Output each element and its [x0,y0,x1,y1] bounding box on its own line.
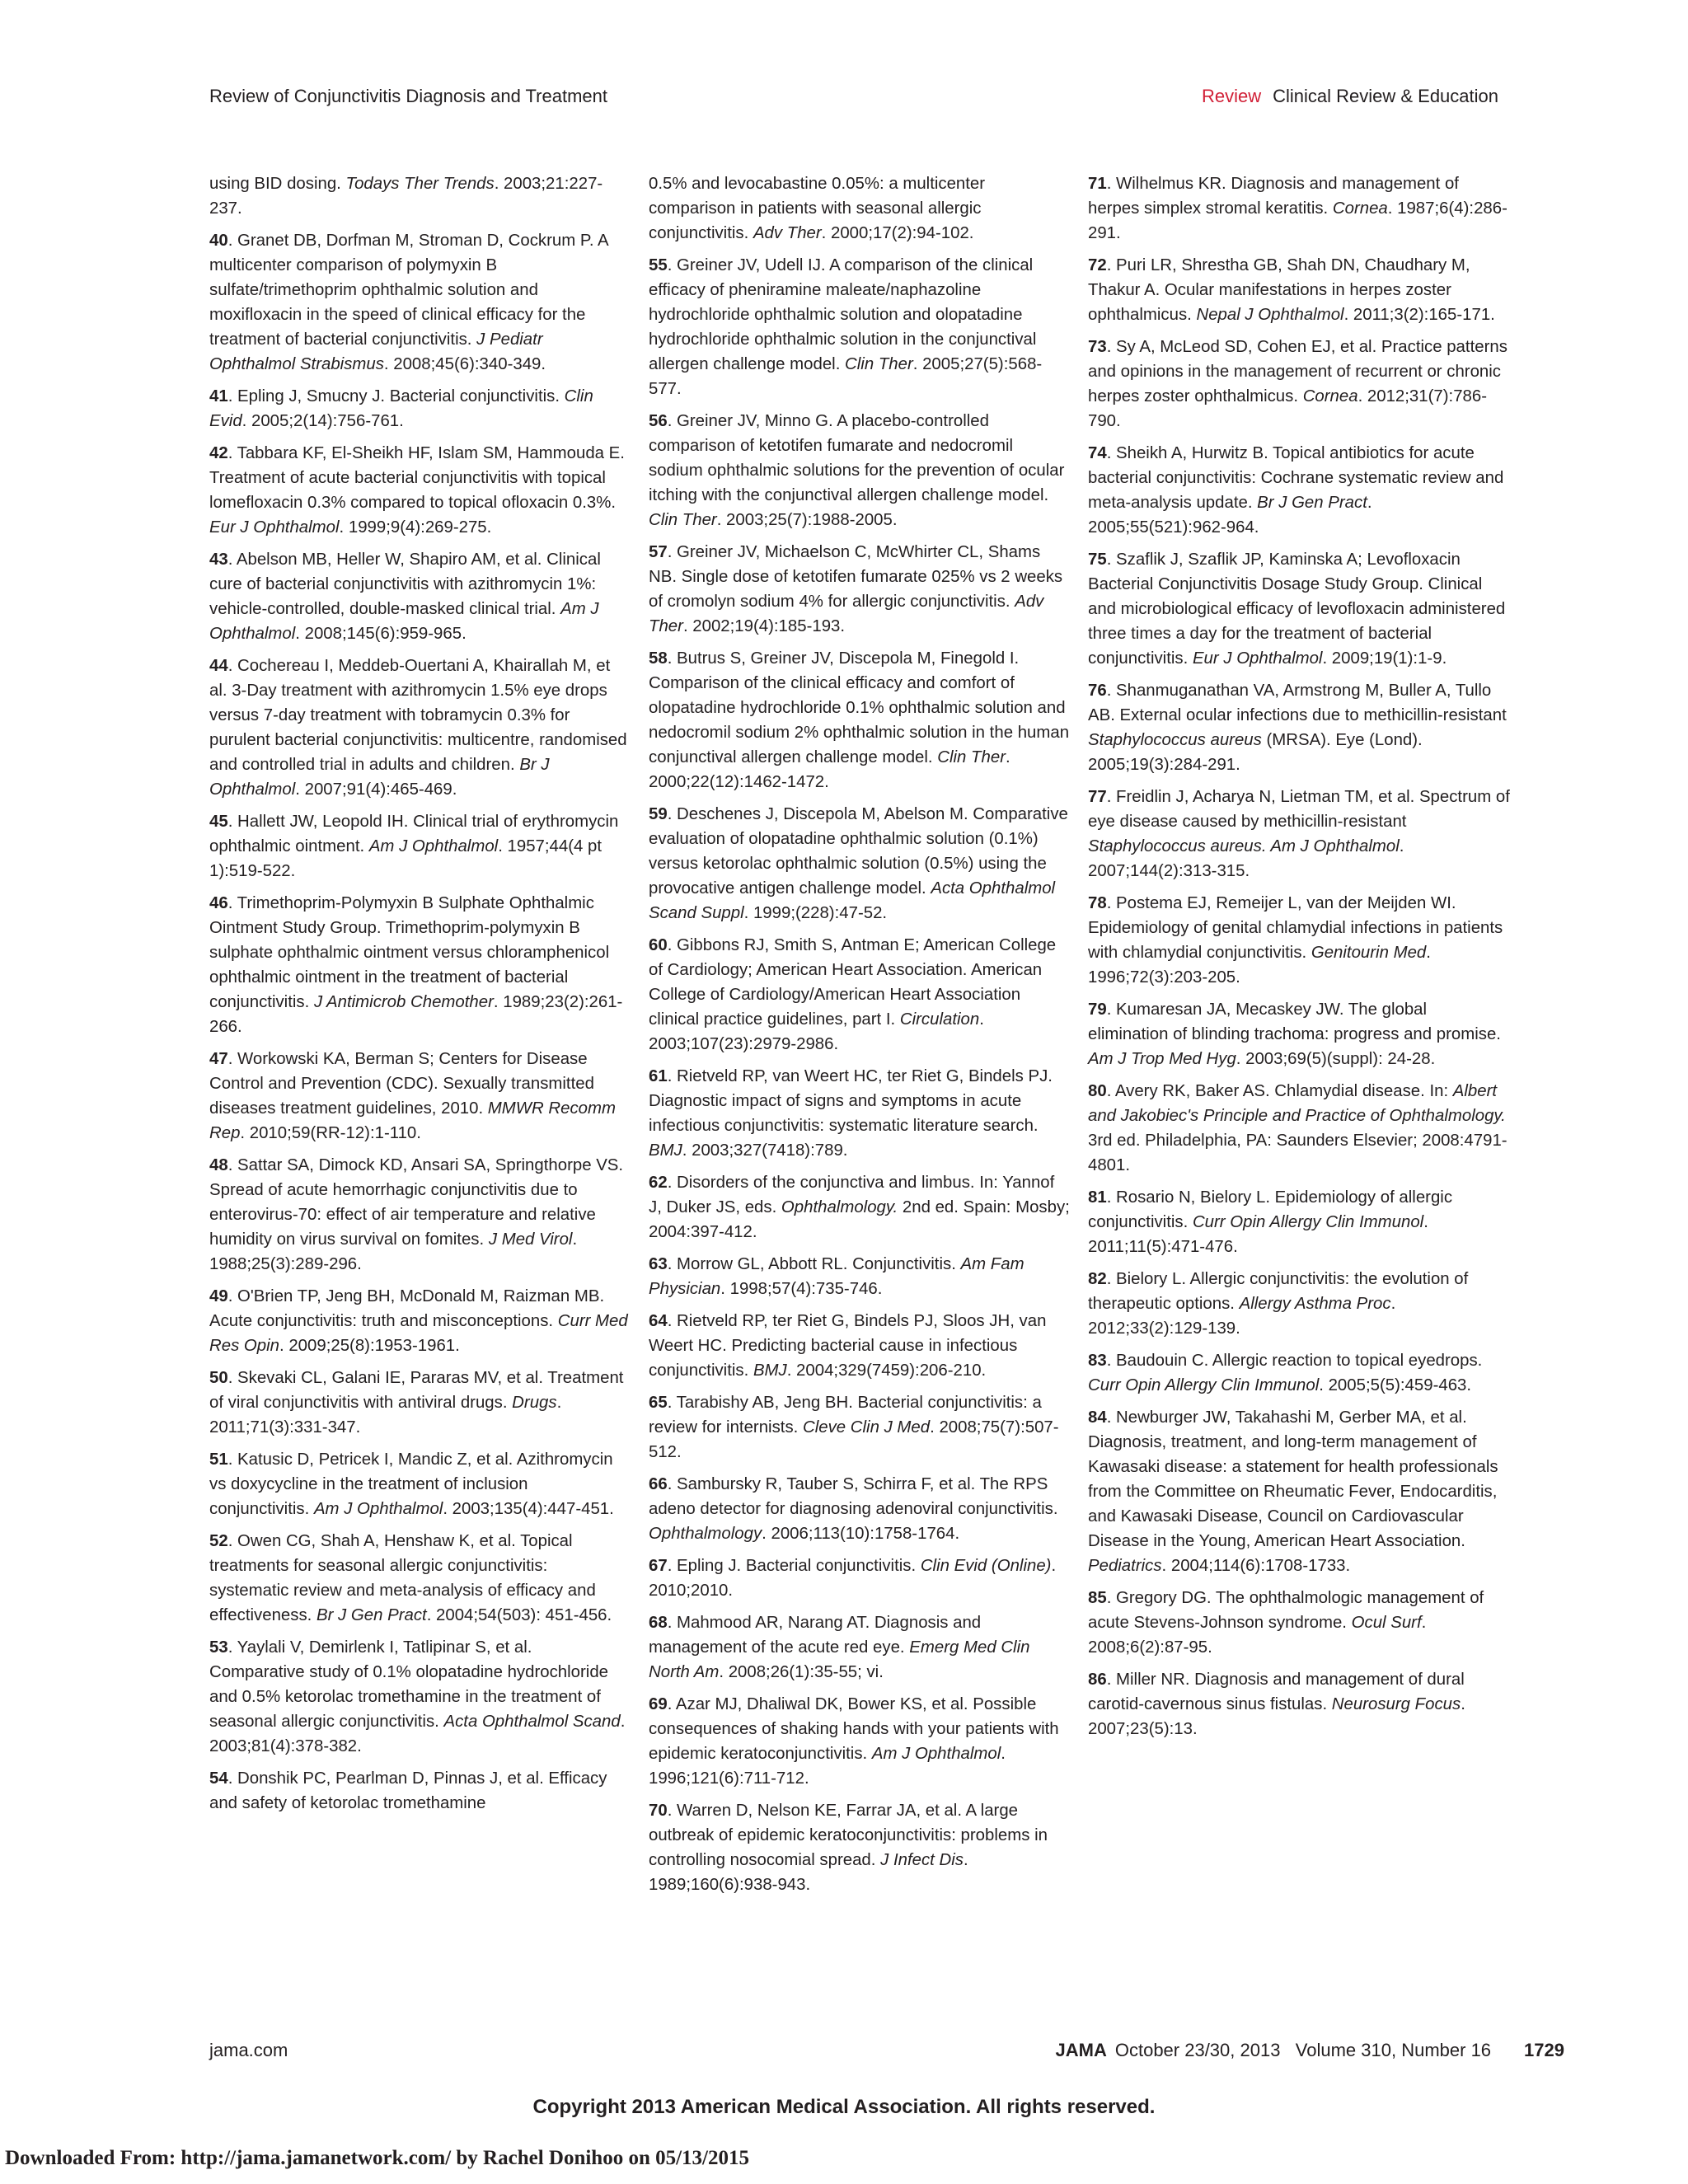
reference-number: 52 [209,1532,228,1550]
reference-text: 0.5% and levocabastine 0.05%: a multicenter comparison in patients with seasonal allergic conjunctivitis. [649,175,986,242]
reference-text: . Workowski KA, Berman S; Centers for Disease Control and Prevention (CDC). Sexually transmitted diseases treatment guidelines, 2010. [209,1050,594,1118]
reference-text: . Miller NR. Diagnosis and management of dural carotid-cavernous sinus fistulas. [1088,1671,1465,1713]
reference-citation: . 1999;(228):47-52. [743,904,888,922]
reference-entry [1088,891,1510,990]
reference-number: 79 [1088,1001,1107,1019]
reference-number: 68 [649,1614,668,1632]
reference-citation: . 2003;81(4):378-382. [209,1713,626,1755]
reference-column-1 [209,171,631,1823]
reference-entry [209,1047,631,1146]
reference-journal: Am J Ophthalmol [209,600,599,643]
reference-journal: Staphylococcus aureus [1088,731,1262,749]
reference-citation: . 2010;2010. [649,1557,1057,1600]
reference-text: . Shanmuganathan VA, Armstrong M, Buller A, Tullo AB. External ocular infections due to methicillin-resistant [1088,682,1507,724]
reference-entry [649,1798,1071,1897]
reference-citation: 2nd ed. Spain: Mosby; 2004:397-412. [649,1198,1070,1241]
reference-citation: . 2003;327(7418):789. [682,1141,848,1160]
reference-text: . Sy A, McLeod SD, Cohen EJ, et al. Practice patterns and opinions in the management of recurrent or chronic herpes zoster ophthalmicus. [1088,338,1507,405]
reference-entry [649,409,1071,532]
reference-text: . Gregory DG. The ophthalmologic management of acute Stevens-Johnson syndrome. [1088,1589,1484,1632]
reference-number: 85 [1088,1589,1107,1607]
reference-journal: Drugs [512,1394,557,1412]
reference-citation: . 2005;2(14):756-761. [241,412,404,430]
reference-text: . Cochereau I, Meddeb-Ouertani A, Khairallah M, et al. 3-Day treatment with azithromycin 1.5% eye drops versus 7-day treatment with tobramycin 0.3% for purulent bacterial conjunctivitis: multicentre, randomised and controlled trial in adults and children. [209,657,627,774]
reference-text: . Granet DB, Dorfman M, Stroman D, Cockrum P. A multicenter comparison of polymyxin B sulfate/trimethoprim ophthalmic solution and moxifloxacin in the speed of clinical efficacy for the treatment of bacterial conjunctivitis. [209,232,608,349]
reference-number: 44 [209,657,228,675]
reference-entry [649,1610,1071,1685]
reference-citation: . 2005;5(5):459-463. [1319,1376,1472,1394]
reference-entry [649,1472,1071,1546]
reference-text: . Yaylali V, Demirlenk I, Tatlipinar S, et al. Comparative study of 0.1% olopatadine hydrochloride and 0.5% ketorolac tromethamine in the treatment of seasonal allergic conjunctivitis. [209,1638,608,1731]
reference-text: . Bielory L. Allergic conjunctivitis: the evolution of therapeutic options. [1088,1270,1469,1313]
reference-journal: Am J Ophthalmol [313,1500,443,1518]
reference-citation: . 2004;329(7459):206-210. [786,1361,987,1380]
reference-journal: J Med Virol [488,1230,573,1249]
reference-text: . Postema EJ, Remeijer L, van der Meijden WI. Epidemiology of genital chlamydial infections in patients with chlamydial conjunctivitis. [1088,894,1503,962]
reference-entry [649,646,1071,794]
reference-citation: . 2007;144(2):313-315. [1088,837,1404,880]
reference-text: using BID dosing. [209,175,346,193]
reference-entry [209,547,631,646]
reference-citation: . 1957;44(4 pt 1):519-522. [209,837,603,880]
reference-journal: Clin Evid (Online) [920,1557,1052,1575]
reference-journal: Br J Gen Pract [1257,494,1367,512]
reference-journal: Am J Ophthalmol [368,837,499,855]
reference-entry [1088,335,1510,434]
reference-number: 78 [1088,894,1107,912]
reference-entry [649,802,1071,926]
reference-citation: . 2003;135(4):447-451. [443,1500,614,1518]
reference-text: . Donshik PC, Pearlman D, Pinnas J, et al. Efficacy and safety of ketorolac tromethamine [209,1769,607,1812]
reference-number: 66 [649,1475,668,1493]
download-stamp: Downloaded From: http://jama.jamanetwork.com/ by Rachel Donihoo on 05/13/2015 [5,2147,750,2169]
reference-journal: Neurosurg Focus [1331,1695,1461,1713]
reference-entry [1088,1079,1510,1178]
reference-journal: Br J Gen Pract [316,1606,427,1624]
footer-issue-info [1056,2040,1564,2061]
reference-journal: Staphylococcus aureus. Am J Ophthalmol [1088,837,1400,855]
reference-column-2 [649,171,1071,1905]
reference-entry [649,1170,1071,1244]
reference-journal: Clin Ther [937,748,1006,766]
section-title: Clinical Review & Education [1273,86,1498,106]
reference-entry [1088,1667,1510,1741]
reference-number: 56 [649,412,668,430]
reference-number: 64 [649,1312,668,1330]
reference-journal: Ophthalmology. [781,1198,898,1216]
reference-journal: Cleve Clin J Med [802,1418,931,1436]
reference-entry [1088,1586,1510,1660]
reference-journal: Curr Med Res Opin [209,1312,628,1355]
reference-citation: . 2005;27(5):568-577. [649,355,1043,398]
reference-citation: . 1999;9(4):269-275. [339,518,492,537]
reference-journal: BMJ [753,1361,787,1380]
reference-citation: . 2010;59(RR-12):1-110. [240,1124,421,1142]
reference-number: 84 [1088,1408,1107,1427]
reference-entry [1088,253,1510,327]
reference-number: 57 [649,543,668,561]
reference-number: 58 [649,649,668,668]
reference-text: . Gibbons RJ, Smith S, Antman E; American College of Cardiology; American Heart Association. American College of Cardiology/American Heart Association clinical practice guidelines, part I. [649,936,1057,1029]
reference-journal: BMJ [649,1141,682,1160]
reference-text: . Butrus S, Greiner JV, Discepola M, Finegold I. Comparison of the clinical efficacy and comfort of olopatadine hydrochloride 0.1% ophthalmic solution and nedocromil sodium 2% ophthalmic solution in the human conjunctival allergen challenge model. [649,649,1070,766]
reference-text: . Epling J, Smucny J. Bacterial conjunctivitis. [227,387,565,405]
reference-text: . Hallett JW, Leopold IH. Clinical trial of erythromycin ophthalmic ointment. [209,813,619,855]
reference-citation: . 2008;45(6):340-349. [383,355,546,373]
reference-text: . Katusic D, Petricek I, Mandic Z, et al. Azithromycin vs doxycycline in the treatment of inclusion conjunctivitis. [209,1451,613,1518]
reference-journal: Emerg Med Clin North Am [649,1638,1030,1681]
reference-entry [209,441,631,540]
reference-entry [209,1766,631,1816]
reference-journal: Circulation [899,1010,980,1029]
reference-text: . Szaflik J, Szaflik JP, Kaminska A; Levofloxacin Bacterial Conjunctivitis Dosage Study Group. Clinical and microbiological efficacy of levofloxacin administered three times a day for the treatment of bacterial conjunctivitis. [1088,551,1506,668]
reference-number: 51 [209,1451,228,1469]
reference-number: 76 [1088,682,1107,700]
reference-text: . Greiner JV, Minno G. A placebo-controlled comparison of ketotifen fumarate and nedocromil sodium ophthalmic solutions for the prevention of ocular itching with the conjunctival allergen challenge model. [649,412,1065,504]
reference-journal: Adv Ther [753,224,822,242]
reference-citation: . 2007;91(4):465-469. [295,780,457,799]
copyright-notice: Copyright 2013 American Medical Association. All rights reserved. [532,2096,1156,2118]
reference-entry [1088,1267,1510,1341]
reference-number: 75 [1088,551,1107,569]
reference-entry [209,891,631,1039]
reference-citation: . 2011;71(3):331-347. [209,1394,562,1436]
reference-number: 48 [209,1156,228,1174]
reference-journal: Eur J Ophthalmol [1192,649,1323,668]
reference-citation: (MRSA). Eye (Lond). 2005;19(3):284-291. [1088,731,1423,774]
reference-column-3 [1088,171,1510,1749]
reference-entry [649,1309,1071,1383]
reference-number: 47 [209,1050,228,1068]
reference-journal: Cornea [1332,199,1388,218]
reference-entry [649,253,1071,401]
reference-entry [209,384,631,434]
reference-citation: . 1996;121(6):711-712. [649,1745,1006,1788]
reference-entry [209,1529,631,1628]
reference-journal: Acta Ophthalmol Scand [443,1713,621,1731]
page-number: 1729 [1524,2040,1564,2060]
reference-text: . Puri LR, Shrestha GB, Shah DN, Chaudhary M, Thakur A. Ocular manifestations in herpes zoster ophthalmicus. [1088,256,1470,324]
reference-journal: Clin Ther [649,511,717,529]
reference-entry [209,228,631,377]
reference-text: . Azar MJ, Dhaliwal DK, Bower KS, et al. Possible consequences of shaking hands with your patients with epidemic keratoconjunctivitis. [649,1695,1059,1763]
reference-journal: J Infect Dis [880,1851,964,1869]
reference-entry [1088,997,1510,1071]
reference-number: 82 [1088,1270,1107,1288]
reference-entry [1088,441,1510,540]
reference-citation: . 1989;23(2):261-266. [209,993,623,1036]
reference-journal: Am J Trop Med Hyg [1088,1050,1236,1068]
reference-entry [649,171,1071,246]
reference-journal: Genitourin Med [1311,944,1427,962]
reference-entry [649,933,1071,1057]
reference-number: 54 [209,1769,228,1788]
section-header [1202,86,1498,107]
reference-number: 49 [209,1287,228,1305]
reference-journal: Ocul Surf [1351,1614,1422,1632]
reference-citation: . 2012;33(2):129-139. [1088,1295,1396,1338]
reference-text: . Mahmood AR, Narang AT. Diagnosis and management of the acute red eye. [649,1614,982,1657]
reference-citation: . 2008;145(6):959-965. [295,625,467,643]
reference-text: . Avery RK, Baker AS. Chlamydial disease. In: [1106,1082,1453,1100]
reference-number: 53 [209,1638,228,1657]
reference-journal: Eur J Ophthalmol [209,518,340,537]
reference-text: . Trimethoprim-Polymyxin B Sulphate Ophthalmic Ointment Study Group. Trimethoprim-polymyxin B sulphate ophthalmic ointment versus chloramphenicol ophthalmic ointment in the treatment of bacterial conjunctivitis. [209,894,610,1011]
reference-journal: Adv Ther [649,593,1044,635]
reference-text: . Wilhelmus KR. Diagnosis and management of herpes simplex stromal keratitis. [1088,175,1459,218]
reference-number: 62 [649,1174,668,1192]
reference-entry [649,1554,1071,1603]
reference-citation: . 2011;11(5):471-476. [1088,1213,1428,1256]
reference-number: 45 [209,813,228,831]
reference-text: . Kumaresan JA, Mecaskey JW. The global elimination of blinding trachoma: progress and promise. [1088,1001,1501,1043]
reference-citation: . 1988;25(3):289-296. [209,1230,578,1273]
reference-number: 83 [1088,1352,1107,1370]
reference-text: . Rietveld RP, van Weert HC, ter Riet G, Bindels PJ. Diagnostic impact of signs and symptoms in acute infectious conjunctivitis: systematic literature search. [649,1067,1053,1135]
reference-number: 61 [649,1067,668,1085]
reference-entry [209,1153,631,1277]
reference-citation: . 2003;107(23):2979-2986. [649,1010,984,1053]
reference-entry [1088,1405,1510,1578]
reference-journal: Pediatrics [1088,1557,1162,1575]
reference-citation: . 1996;72(3):203-205. [1088,944,1431,987]
reference-citation: . 2000;22(12):1462-1472. [649,748,1010,791]
reference-text: . Greiner JV, Michaelson C, McWhirter CL, Shams NB. Single dose of ketotifen fumarate 025% vs 2 weeks of cromolyn sodium 4% for allergic conjunctivitis. [649,543,1063,611]
reference-citation: . 1989;160(6):938-943. [649,1851,968,1894]
reference-text: . Sheikh A, Hurwitz B. Topical antibiotics for acute bacterial conjunctivitis: Cochrane systematic review and meta-analysis update. [1088,444,1504,512]
reference-citation: . 1998;57(4):735-746. [720,1280,883,1298]
reference-number: 80 [1088,1082,1107,1100]
reference-entry [209,1635,631,1759]
reference-journal: Cornea [1302,387,1358,405]
reference-entry [209,1284,631,1358]
section-label: Review [1201,86,1262,106]
reference-number: 50 [209,1369,228,1387]
reference-entry [1088,547,1510,671]
reference-text: . Epling J. Bacterial conjunctivitis. [667,1557,921,1575]
reference-text: . Morrow GL, Abbott RL. Conjunctivitis. [667,1255,961,1273]
reference-entry [209,1366,631,1440]
reference-citation: . 2009;25(8):1953-1961. [279,1337,460,1355]
reference-journal: Br J Ophthalmol [209,756,550,799]
reference-journal: J Pediatr Ophthalmol Strabismus [209,330,543,373]
reference-entry [209,654,631,802]
reference-citation: . 2012;31(7):786-790. [1088,387,1488,430]
reference-journal: Am J Ophthalmol [871,1745,1001,1763]
reference-text: . Rietveld RP, ter Riet G, Bindels PJ, Sloos JH, van Weert HC. Predicting bacterial cause in infectious conjunctivitis. [649,1312,1047,1380]
reference-citation: . 2003;69(5)(suppl): 24-28. [1236,1050,1436,1068]
reference-entry [649,1252,1071,1301]
reference-entry [209,1447,631,1521]
reference-text: . Tarabishy AB, Jeng BH. Bacterial conjunctivitis: a review for internists. [649,1394,1042,1436]
reference-entry [209,809,631,883]
reference-entry [1088,785,1510,883]
reference-number: 40 [209,232,228,250]
reference-number: 81 [1088,1188,1107,1207]
reference-text: . Newburger JW, Takahashi M, Gerber MA, et al. Diagnosis, treatment, and long-term management of Kawasaki disease: a statement for health professionals from the Committee on Rheumatic Fever, Endocarditis, and Kawasaki Disease, Council on Cardiovascular Disease in the Young, American Heart Association. [1088,1408,1498,1550]
reference-journal: Ophthalmology [649,1525,762,1543]
reference-citation: . 2000;17(2):94-102. [821,224,974,242]
reference-number: 41 [209,387,228,405]
reference-text: . Greiner JV, Udell IJ. A comparison of the clinical efficacy of pheniramine maleate/naphazoline hydrochloride ophthalmic solution and olopatadine hydrochloride ophthalmic solution in the conjunctival allergen challenge model. [649,256,1037,373]
reference-number: 70 [649,1802,668,1820]
reference-text: . O'Brien TP, Jeng BH, McDonald M, Raizman MB. Acute conjunctivitis: truth and misconceptions. [209,1287,605,1330]
reference-text: . Skevaki CL, Galani IE, Pararas MV, et al. Treatment of viral conjunctivitis with antiviral drugs. [209,1369,624,1412]
reference-citation: . 2003;21:227-237. [209,175,603,218]
reference-number: 55 [649,256,668,274]
reference-entry [649,1692,1071,1791]
reference-journal: Clin Evid [209,387,593,430]
reference-citation: . 2003;25(7):1988-2005. [716,511,898,529]
reference-citation: . 2002;19(4):185-193. [682,617,846,635]
reference-citation: . 2008;75(7):507-512. [649,1418,1059,1461]
reference-journal: Todays Ther Trends [345,175,495,193]
reference-entry [649,540,1071,639]
reference-number: 63 [649,1255,668,1273]
reference-citation: . 1987;6(4):286-291. [1088,199,1507,242]
reference-journal: Nepal J Ophthalmol [1196,306,1344,324]
reference-number: 86 [1088,1671,1107,1689]
reference-text: . Sattar SA, Dimock KD, Ansari SA, Springthorpe VS. Spread of acute hemorrhagic conjunctivitis due to enterovirus-70: effect of air temperature and relative humidity on virus survival on fomites. [209,1156,624,1249]
reference-text: . Baudouin C. Allergic reaction to topical eyedrops. [1106,1352,1483,1370]
reference-entry [1088,1185,1510,1259]
reference-journal: Allergy Asthma Proc [1239,1295,1391,1313]
reference-journal: Curr Opin Allergy Clin Immunol [1088,1376,1320,1394]
reference-text: . Tabbara KF, El-Sheikh HF, Islam SM, Hammouda E. Treatment of acute bacterial conjunctivitis with topical lomefloxacin 0.3% compared to topical ofloxacin 0.3%. [209,444,625,512]
reference-journal: MMWR Recomm Rep [209,1099,616,1142]
reference-number: 43 [209,551,228,569]
reference-citation: . 2009;19(1):1-9. [1322,649,1447,668]
reference-journal: Clin Ther [845,355,913,373]
reference-citation: . 2004;54(503): 451-456. [426,1606,612,1624]
reference-number: 67 [649,1557,668,1575]
reference-number: 69 [649,1695,668,1713]
reference-text: . Abelson MB, Heller W, Shapiro AM, et al. Clinical cure of bacterial conjunctivitis with azithromycin 1%: vehicle-controlled, double-masked clinical trial. [209,551,601,618]
reference-entry [209,171,631,221]
reference-citation: . 2005;55(521):962-964. [1088,494,1372,537]
reference-entry [1088,678,1510,777]
reference-journal: Acta Ophthalmol Scand Suppl [649,879,1056,922]
reference-journal: Am Fam Physician [649,1255,1025,1298]
reference-entry [649,1064,1071,1163]
reference-journal: J Antimicrob Chemother [313,993,494,1011]
reference-number: 60 [649,936,668,954]
reference-journal: Albert and Jakobiec's Principle and Practice of Ophthalmology. [1088,1082,1506,1125]
reference-citation: . 2008;6(2):87-95. [1088,1614,1427,1657]
reference-text: . Rosario N, Bielory L. Epidemiology of allergic conjunctivitis. [1088,1188,1453,1231]
reference-journal: Curr Opin Allergy Clin Immunol [1192,1213,1424,1231]
reference-citation: . 2006;113(10):1758-1764. [762,1525,960,1543]
reference-citation: . 2008;26(1):35-55; vi. [719,1663,884,1681]
reference-number: 74 [1088,444,1107,462]
reference-number: 72 [1088,256,1107,274]
reference-entry [649,1390,1071,1465]
reference-number: 77 [1088,788,1107,806]
reference-text: . Deschenes J, Discepola M, Abelson M. Comparative evaluation of olopatadine ophthalmic solution (0.1%) versus ketorolac ophthalmic solution (0.5%) using the provocative antigen challenge model. [649,805,1068,898]
reference-number: 59 [649,805,668,823]
reference-citation: . 2004;114(6):1708-1733. [1161,1557,1351,1575]
running-title: Review of Conjunctivitis Diagnosis and Treatment [209,86,608,106]
reference-citation: . 2011;3(2):165-171. [1343,306,1495,324]
reference-entry [1088,171,1510,246]
footer-issue: October 23/30, 2013 Volume 310, Number 16 [1114,2040,1492,2060]
reference-entry [1088,1348,1510,1398]
reference-number: 42 [209,444,228,462]
reference-text: . Warren D, Nelson KE, Farrar JA, et al. A large outbreak of epidemic keratoconjunctivitis: problems in controlling nosocomial spread. [649,1802,1048,1869]
reference-number: 71 [1088,175,1107,193]
reference-text: . Disorders of the conjunctiva and limbus. In: Yannof J, Duker JS, eds. [649,1174,1055,1216]
footer-site: jama.com [209,2040,288,2060]
reference-text: . Owen CG, Shah A, Henshaw K, et al. Topical treatments for seasonal allergic conjunctivitis: systematic review and meta-analysis of efficacy and effectiveness. [209,1532,596,1624]
reference-citation: 3rd ed. Philadelphia, PA: Saunders Elsevier; 2008:4791-4801. [1088,1132,1507,1174]
reference-citation: . 2007;23(5):13. [1088,1695,1465,1738]
footer-journal: JAMA [1055,2040,1107,2060]
reference-number: 65 [649,1394,668,1412]
reference-number: 46 [209,894,228,912]
reference-text: . Freidlin J, Acharya N, Lietman TM, et al. Spectrum of eye disease caused by methicillin-resistant [1088,788,1510,831]
reference-text: . Sambursky R, Tauber S, Schirra F, et al. The RPS adeno detector for diagnosing adenoviral conjunctivitis. [649,1475,1058,1518]
reference-number: 73 [1088,338,1107,356]
